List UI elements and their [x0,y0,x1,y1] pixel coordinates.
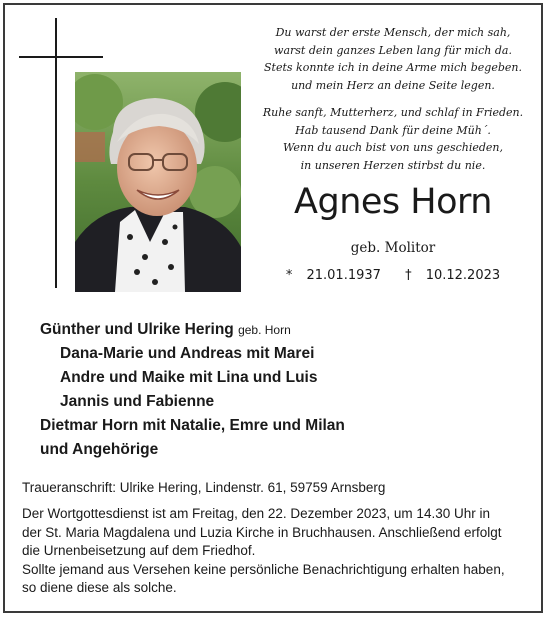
birth-symbol: * [285,268,293,283]
mourning-address: Traueranschrift: Ulrike Hering, Lindenstr. 61, 59759 Arnsberg [22,480,386,495]
poem-line: in unseren Herzen stirbst du nie. [300,158,486,172]
poem-line: und mein Herz an deine Seite legen. [291,78,495,92]
mourner-suffix: geb. Horn [238,323,291,337]
stanza-gap [258,94,528,104]
poem-line: Stets konnte ich in deine Arme mich begeben. [264,61,522,74]
service-line: der St. Maria Magdalena und Luzia Kirche in Bruchhausen. Anschließend erfolgt [22,524,502,540]
mourners-list [40,318,520,462]
poem-line: Ruhe sanft, Mutterherz, und schlaf in Frieden. [262,106,524,119]
poem-line: Wenn du auch bist von uns geschieden, [282,141,504,154]
service-line: Sollte jemand aus Versehen keine persönliche Benachrichtigung erhalten haben, [22,561,505,577]
mourner-line: Dana-Marie und Andreas mit Marei [60,345,315,362]
poem [258,24,528,174]
deceased-name: Agnes Horn [294,182,492,222]
birth-date-value: 21.01.1937 [306,268,381,283]
death-date [400,268,505,283]
poem-line: Du warst der erste Mensch, der mich sah, [275,26,511,39]
service-line: so diene diese als solche. [22,580,177,595]
mourner-line: Andre und Maike mit Lina und Luis [60,369,318,386]
mourner-line: Dietmar Horn mit Natalie, Emre und Milan [40,417,345,434]
mourner-line: und Angehörige [40,441,159,458]
service-line: Der Wortgottesdienst ist am Freitag, den 22. Dezember 2023, um 14.30 Uhr in [22,506,490,521]
mourner-line [40,318,520,342]
death-date-value: 10.12.2023 [425,268,501,283]
mourner-text: Günther und Ulrike Hering [40,321,234,338]
poem-line: Hab tausend Dank für deine Müh´. [295,123,491,137]
cross-icon-bar [19,56,103,58]
poem-line: warst dein ganzes Leben lang für mich da. [274,43,512,57]
cross-icon [55,18,57,288]
mourner-line: Jannis und Fabienne [60,393,215,410]
life-dates [258,268,528,283]
portrait-photo [75,72,241,292]
maiden-name: geb. Molitor [350,240,436,256]
service-info [22,505,544,598]
birth-date [281,268,386,283]
service-line: die Urnenbeisetzung auf dem Friedhof. [22,543,256,558]
death-symbol: † [405,268,412,283]
